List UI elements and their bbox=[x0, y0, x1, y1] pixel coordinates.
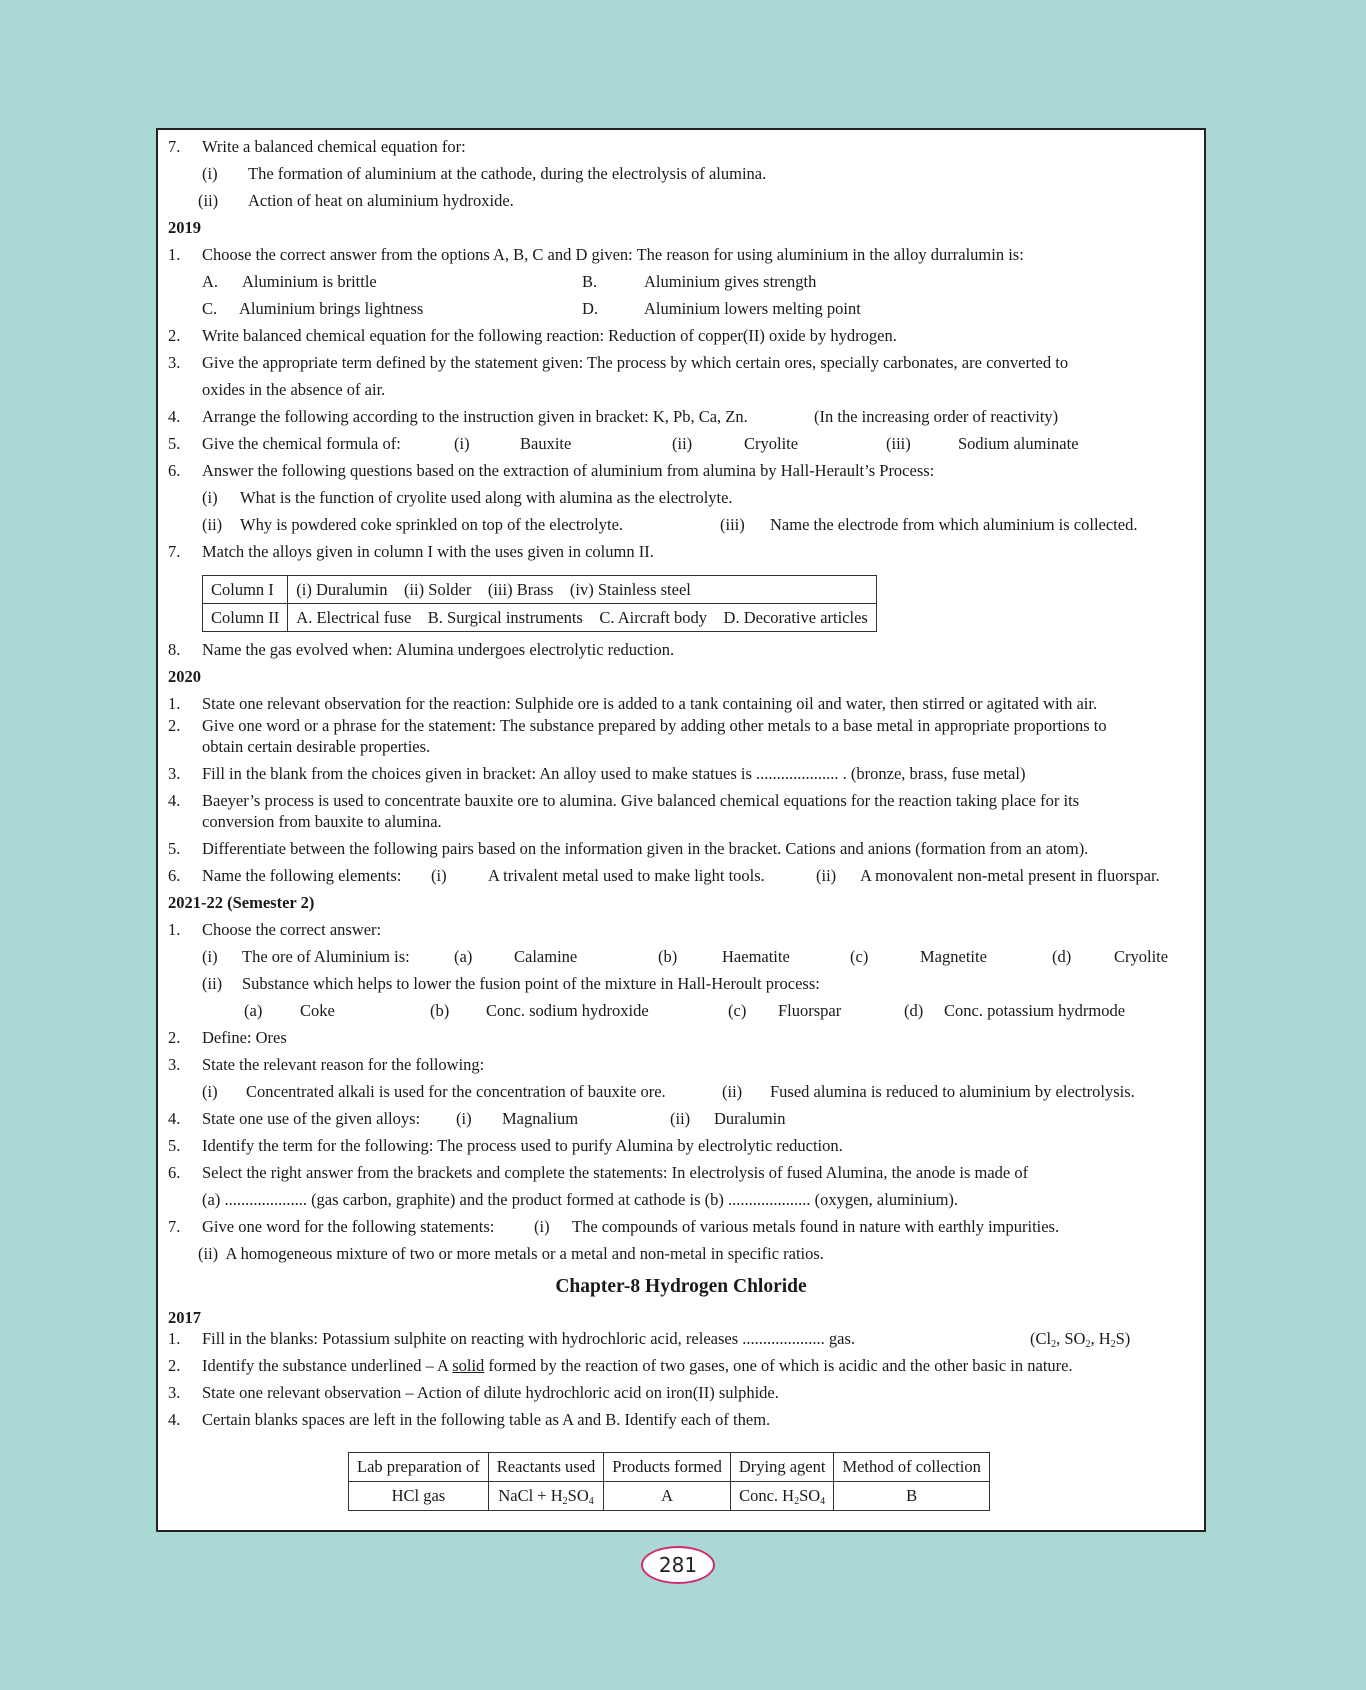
question-number: 3. bbox=[168, 1383, 181, 1402]
sub-text: A trivalent metal used to make light tools. bbox=[488, 866, 765, 885]
question-number: 2. bbox=[168, 326, 181, 345]
table-cell: Conc. $H_2SO_4$ bbox=[730, 1482, 834, 1511]
question-text: Choose the correct answer from the options A, B, C and D given: The reason for using aluminium in the alloy durralumin is: bbox=[202, 245, 1024, 264]
question-text: Give the chemical formula of: bbox=[202, 434, 401, 453]
sub-number: (iii) bbox=[720, 515, 745, 534]
table-cell: B bbox=[834, 1482, 989, 1511]
sub-number: (ii) bbox=[202, 974, 223, 993]
option-text: Aluminium brings lightness bbox=[239, 299, 424, 318]
sub-number: (ii) bbox=[202, 515, 223, 534]
question-text: Fill in the blanks: Potassium sulphite on reacting with hydrochloric acid, releases .................... gas. bbox=[202, 1329, 856, 1348]
table-row bbox=[203, 576, 877, 604]
option-label: B. bbox=[582, 272, 598, 291]
question-number: 7. bbox=[168, 1217, 181, 1236]
underlined-word: solid bbox=[452, 1356, 485, 1375]
question-text: State one relevant observation – Action of dilute hydrochloric acid on iron(II) sulphide. bbox=[202, 1383, 779, 1402]
sub-text: The compounds of various metals found in nature with earthly impurities. bbox=[572, 1217, 1060, 1236]
table-cell: A. Electrical fuse B. Surgical instruments C. Aircraft body D. Decorative articles bbox=[288, 604, 877, 632]
question-number: 4. bbox=[168, 1109, 181, 1128]
year-heading: 2021-22 (Semester 2) bbox=[168, 893, 315, 912]
question-number: 3. bbox=[168, 353, 181, 372]
sub-number: (i) bbox=[454, 434, 470, 453]
question-text: Match the alloys given in column I with the uses given in column II. bbox=[202, 542, 654, 561]
option-label: (a) bbox=[454, 947, 473, 966]
sub-number: (ii) bbox=[722, 1082, 743, 1101]
table-cell: Column II bbox=[203, 604, 288, 632]
option-label: (d) bbox=[1052, 947, 1072, 966]
question-text: Identify the term for the following: The process used to purify Alumina by electrolytic reduction. bbox=[202, 1136, 843, 1155]
sub-number: (i) bbox=[534, 1217, 550, 1236]
question-text: Name the following elements: bbox=[202, 866, 402, 885]
question-text: Fill in the blank from the choices given in bracket: An alloy used to make statues is .................... . (bronze, brass, fuse metal) bbox=[202, 764, 1026, 783]
question-number: 2. bbox=[168, 1356, 181, 1375]
question-text: Differentiate between the following pairs based on the information given in the bracket. Cations and anions (formation from an atom). bbox=[202, 839, 1089, 858]
option-text: Fluorspar bbox=[778, 1001, 842, 1020]
option-label: (c) bbox=[850, 947, 869, 966]
answer-options: ($Cl_2$, $SO_2$, $H_2S$) bbox=[1030, 1329, 1131, 1350]
option-text: Aluminium gives strength bbox=[644, 272, 817, 291]
sub-number: (ii) bbox=[670, 1109, 691, 1128]
sub-text: The ore of Aluminium is: bbox=[242, 947, 410, 966]
question-text: Give one word for the following statements: bbox=[202, 1217, 495, 1236]
sub-number: (i) bbox=[431, 866, 447, 885]
question-number: 3. bbox=[168, 764, 181, 783]
question-text: State one use of the given alloys: bbox=[202, 1109, 421, 1128]
year-heading: 2017 bbox=[168, 1308, 201, 1327]
option-text: Calamine bbox=[514, 947, 578, 966]
question-number: 1. bbox=[168, 694, 181, 713]
sub-number: (ii) bbox=[198, 191, 219, 210]
sub-text: The formation of aluminium at the cathode, during the electrolysis of alumina. bbox=[248, 164, 767, 183]
table-row bbox=[203, 604, 877, 632]
question-number: 1. bbox=[168, 1329, 181, 1348]
year-heading: 2019 bbox=[168, 218, 201, 237]
sub-text: Action of heat on aluminium hydroxide. bbox=[248, 191, 514, 210]
sub-text: (ii) A homogeneous mixture of two or more metals or a metal and non-metal in specific ratios. bbox=[198, 1244, 824, 1263]
table-cell: NaCl + $H_2SO_4$ bbox=[488, 1482, 604, 1511]
question-text: conversion from bauxite to alumina. bbox=[202, 812, 442, 831]
sub-number: (i) bbox=[202, 164, 218, 183]
option-label: (b) bbox=[430, 1001, 450, 1020]
question-number: 4. bbox=[168, 791, 181, 810]
sub-text: Name the electrode from which aluminium is collected. bbox=[770, 515, 1138, 534]
option-text: Cryolite bbox=[1114, 947, 1169, 966]
option-text: Aluminium lowers melting point bbox=[644, 299, 861, 318]
sub-text: Sodium aluminate bbox=[958, 434, 1079, 453]
sub-text: Fused alumina is reduced to aluminium by electrolysis. bbox=[770, 1082, 1135, 1101]
question-text: Write a balanced chemical equation for: bbox=[202, 137, 466, 156]
sub-text: Substance which helps to lower the fusion point of the mixture in Hall-Heroult process: bbox=[242, 974, 820, 993]
question-number: 6. bbox=[168, 1163, 181, 1182]
question-text: obtain certain desirable properties. bbox=[202, 737, 431, 756]
question-text: Certain blanks spaces are left in the following table as A and B. Identify each of them. bbox=[202, 1410, 771, 1429]
sub-text: A monovalent non-metal present in fluorspar. bbox=[860, 866, 1160, 885]
question-text: State one relevant observation for the reaction: Sulphide ore is added to a tank containing oil and water, then stirred or agitated with air. bbox=[202, 694, 1098, 713]
question-text: Give the appropriate term defined by the statement given: The process by which certain ores, specially carbonates, are converted to bbox=[202, 353, 1069, 372]
question-text: Select the right answer from the brackets and complete the statements: In electrolysis of fused Alumina, the anode is made of bbox=[202, 1163, 1029, 1182]
option-text: Conc. potassium hydrmode bbox=[944, 1001, 1126, 1020]
question-number: 2. bbox=[168, 716, 181, 735]
table-header-row bbox=[349, 1453, 990, 1482]
question-number: 6. bbox=[168, 461, 181, 480]
option-text: Haematite bbox=[722, 947, 790, 966]
sub-text: Magnalium bbox=[502, 1109, 579, 1128]
table-header: Products formed bbox=[604, 1453, 731, 1482]
question-number: 7. bbox=[168, 542, 181, 561]
option-label: (b) bbox=[658, 947, 678, 966]
option-text: Magnetite bbox=[920, 947, 987, 966]
question-text: Arrange the following according to the instruction given in bracket: K, Pb, Ca, Zn. bbox=[202, 407, 748, 426]
sub-text: Why is powdered coke sprinkled on top of the electrolyte. bbox=[240, 515, 624, 534]
table-header: Method of collection bbox=[834, 1453, 989, 1482]
question-text: Give one word or a phrase for the statement: The substance prepared by adding other metals to a base metal in appropriate proportions to bbox=[202, 716, 1107, 735]
question-number: 1. bbox=[168, 245, 181, 264]
table-cell: A bbox=[604, 1482, 731, 1511]
table-header: Lab preparation of bbox=[349, 1453, 489, 1482]
sub-text: Bauxite bbox=[520, 434, 572, 453]
option-label: (c) bbox=[728, 1001, 747, 1020]
question-number: 4. bbox=[168, 1410, 181, 1429]
question-number: 6. bbox=[168, 866, 181, 885]
option-label: A. bbox=[202, 272, 219, 291]
sub-text: Cryolite bbox=[744, 434, 799, 453]
question-number: 2. bbox=[168, 1028, 181, 1047]
question-text: State the relevant reason for the following: bbox=[202, 1055, 485, 1074]
table-header: Drying agent bbox=[730, 1453, 834, 1482]
option-text: Coke bbox=[300, 1001, 335, 1020]
question-text: (a) .................... (gas carbon, graphite) and the product formed at cathode is (b) .................... (oxygen, aluminium). bbox=[202, 1190, 959, 1209]
option-label: (a) bbox=[244, 1001, 263, 1020]
question-text: Answer the following questions based on the extraction of aluminium from alumina by Hall-Herault’s Process: bbox=[202, 461, 935, 480]
sub-number: (ii) bbox=[672, 434, 693, 453]
page-number: 281 bbox=[641, 1546, 715, 1584]
sub-number: (ii) bbox=[816, 866, 837, 885]
question-text: Identify the substance underlined – A solid formed by the reaction of two gases, one of which is acidic and the other basic in nature. bbox=[202, 1356, 1073, 1375]
question-number: 5. bbox=[168, 839, 181, 858]
sub-text: Concentrated alkali is used for the concentration of bauxite ore. bbox=[246, 1082, 666, 1101]
question-text: Write balanced chemical equation for the following reaction: Reduction of copper(II) oxide by hydrogen. bbox=[202, 326, 897, 345]
sub-number: (i) bbox=[456, 1109, 472, 1128]
sub-number: (i) bbox=[202, 947, 218, 966]
page-frame bbox=[156, 128, 1206, 1532]
question-number: 7. bbox=[168, 137, 181, 156]
hcl-table bbox=[348, 1452, 990, 1511]
question-number: 5. bbox=[168, 1136, 181, 1155]
question-text: Choose the correct answer: bbox=[202, 920, 382, 939]
question-number: 4. bbox=[168, 407, 181, 426]
table-cell: HCl gas bbox=[349, 1482, 489, 1511]
question-text: Name the gas evolved when: Alumina undergoes electrolytic reduction. bbox=[202, 640, 675, 659]
option-label: D. bbox=[582, 299, 599, 318]
table-header: Reactants used bbox=[488, 1453, 604, 1482]
year-heading: 2020 bbox=[168, 667, 201, 686]
question-text: Define: Ores bbox=[202, 1028, 287, 1047]
table-row bbox=[349, 1482, 990, 1511]
sub-number: (iii) bbox=[886, 434, 911, 453]
option-label: C. bbox=[202, 299, 218, 318]
question-number: 3. bbox=[168, 1055, 181, 1074]
question-number: 8. bbox=[168, 640, 181, 659]
sub-number: (i) bbox=[202, 488, 218, 507]
sub-text: What is the function of cryolite used along with alumina as the electrolyte. bbox=[240, 488, 733, 507]
question-number: 1. bbox=[168, 920, 181, 939]
match-table bbox=[202, 575, 877, 632]
question-text: Baeyer’s process is used to concentrate bauxite ore to alumina. Give balanced chemical equations for the reaction taking place for its bbox=[202, 791, 1080, 810]
sub-text: Duralumin bbox=[714, 1109, 786, 1128]
table-cell: Column I bbox=[203, 576, 288, 604]
question-number: 5. bbox=[168, 434, 181, 453]
table-cell: (i) Duralumin (ii) Solder (iii) Brass (iv) Stainless steel bbox=[288, 576, 877, 604]
chapter-title: Chapter-8 Hydrogen Chloride bbox=[555, 1276, 807, 1297]
question-text: oxides in the absence of air. bbox=[202, 380, 386, 399]
option-label: (d) bbox=[904, 1001, 924, 1020]
question-instruction: (In the increasing order of reactivity) bbox=[814, 407, 1059, 426]
option-text: Aluminium is brittle bbox=[242, 272, 377, 291]
sub-number: (i) bbox=[202, 1082, 218, 1101]
option-text: Conc. sodium hydroxide bbox=[486, 1001, 649, 1020]
